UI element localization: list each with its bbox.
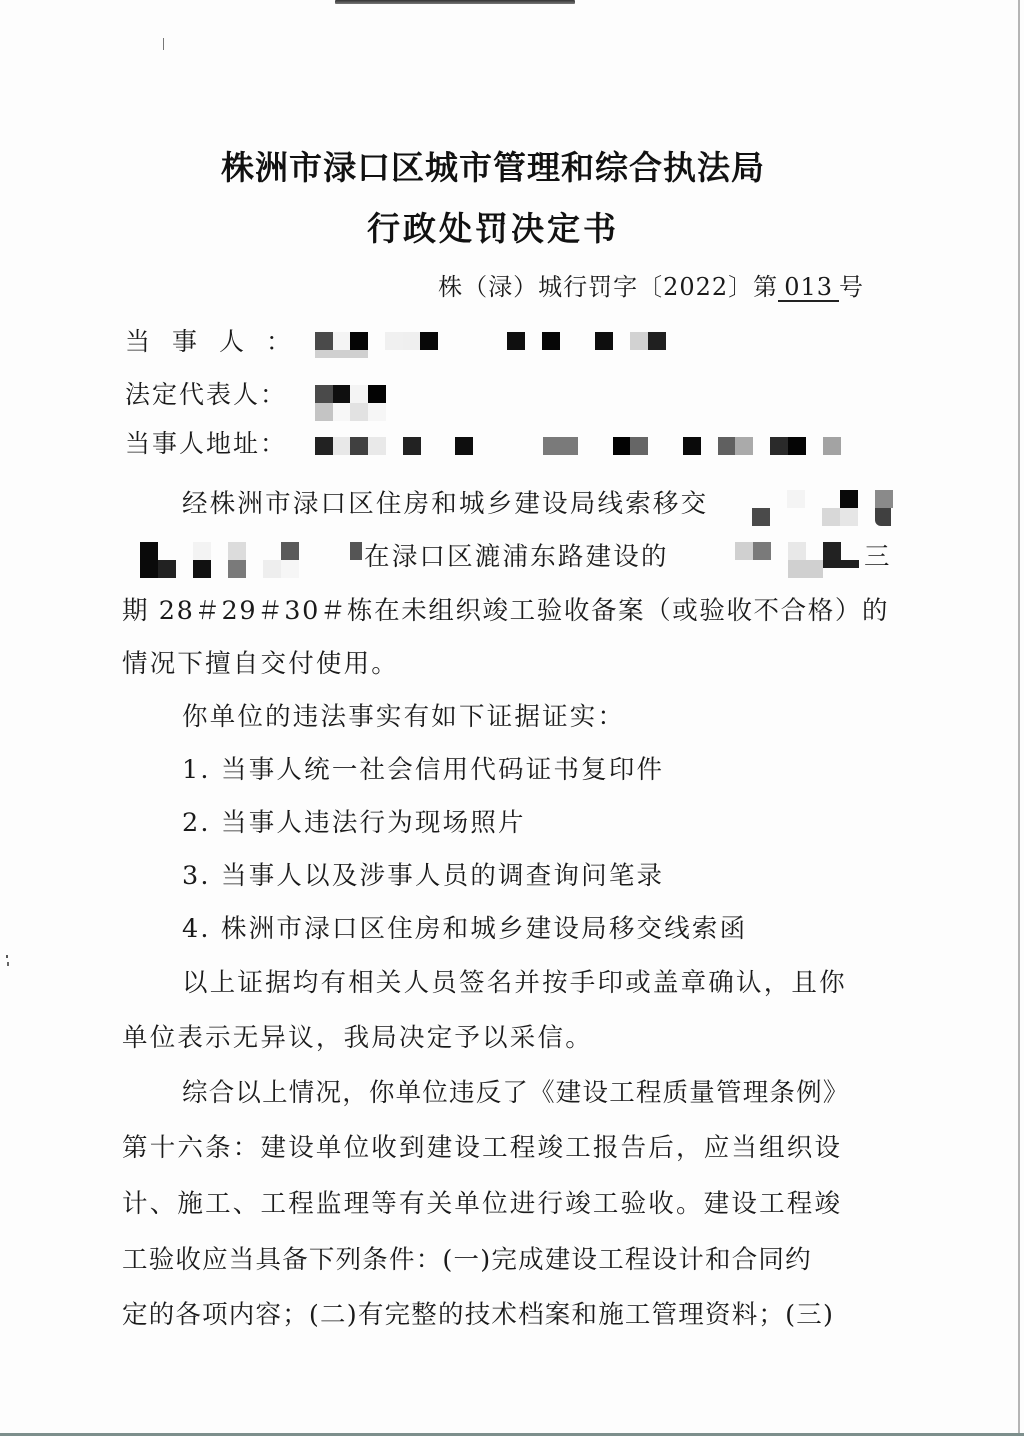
legal-representative-label: 法定代表人：	[125, 380, 288, 409]
scan-speck	[6, 955, 8, 958]
body-line: 以上证据均有相关人员签名并按手印或盖章确认，且你	[182, 968, 847, 998]
body-line: 在渌口区漉浦东路建设的	[364, 542, 669, 572]
body-line: 三	[864, 542, 892, 572]
evidence-item: 1. 当事人统一社会信用代码证书复印件	[182, 755, 665, 785]
party-address-label: 当事人地址：	[125, 429, 288, 458]
agency-title: 株洲市渌口区城市管理和综合执法局	[221, 148, 765, 187]
body-line: 经株洲市渌口区住房和城乡建设局线索移交	[182, 489, 709, 519]
body-line: 定的各项内容；(二)有完整的技术档案和施工管理资料；(三)	[122, 1300, 835, 1330]
case-number	[438, 267, 864, 302]
body-line: 第十六条：建设单位收到建设工程竣工报告后，应当组织设	[122, 1133, 843, 1163]
case-number-suffix: 号	[839, 273, 864, 301]
scan-artifact-top	[335, 0, 575, 4]
scan-edge-right	[1018, 0, 1020, 1436]
evidence-item: 4. 株洲市渌口区住房和城乡建设局移交线索函	[182, 914, 748, 944]
body-line: 单位表示无异议，我局决定予以采信。	[122, 1023, 593, 1053]
party-label: 当事人：	[125, 327, 314, 356]
document-type-title: 行政处罚决定书	[367, 209, 619, 248]
case-number-prefix: 株（渌）城行罚字〔2022〕第	[438, 273, 779, 301]
body-line: 你单位的违法事实有如下证据证实：	[182, 702, 626, 732]
case-number-value: 013	[778, 274, 839, 302]
body-line: 工验收应当具备下列条件：(一)完成建设工程设计和合同约	[122, 1245, 812, 1275]
body-line: 计、施工、工程监理等有关单位进行竣工验收。建设工程竣	[122, 1189, 843, 1219]
body-line: 期 28＃29＃30＃栋在未组织竣工验收备案（或验收不合格）的	[122, 596, 890, 626]
scan-speck	[7, 962, 9, 966]
body-line: 情况下擅自交付使用。	[122, 649, 400, 679]
evidence-item: 2. 当事人违法行为现场照片	[182, 808, 526, 838]
body-line: 综合以上情况，你单位违反了《建设工程质量管理条例》	[182, 1078, 850, 1108]
scan-speck	[163, 38, 164, 50]
evidence-item: 3. 当事人以及涉事人员的调查询问笔录	[182, 861, 665, 891]
